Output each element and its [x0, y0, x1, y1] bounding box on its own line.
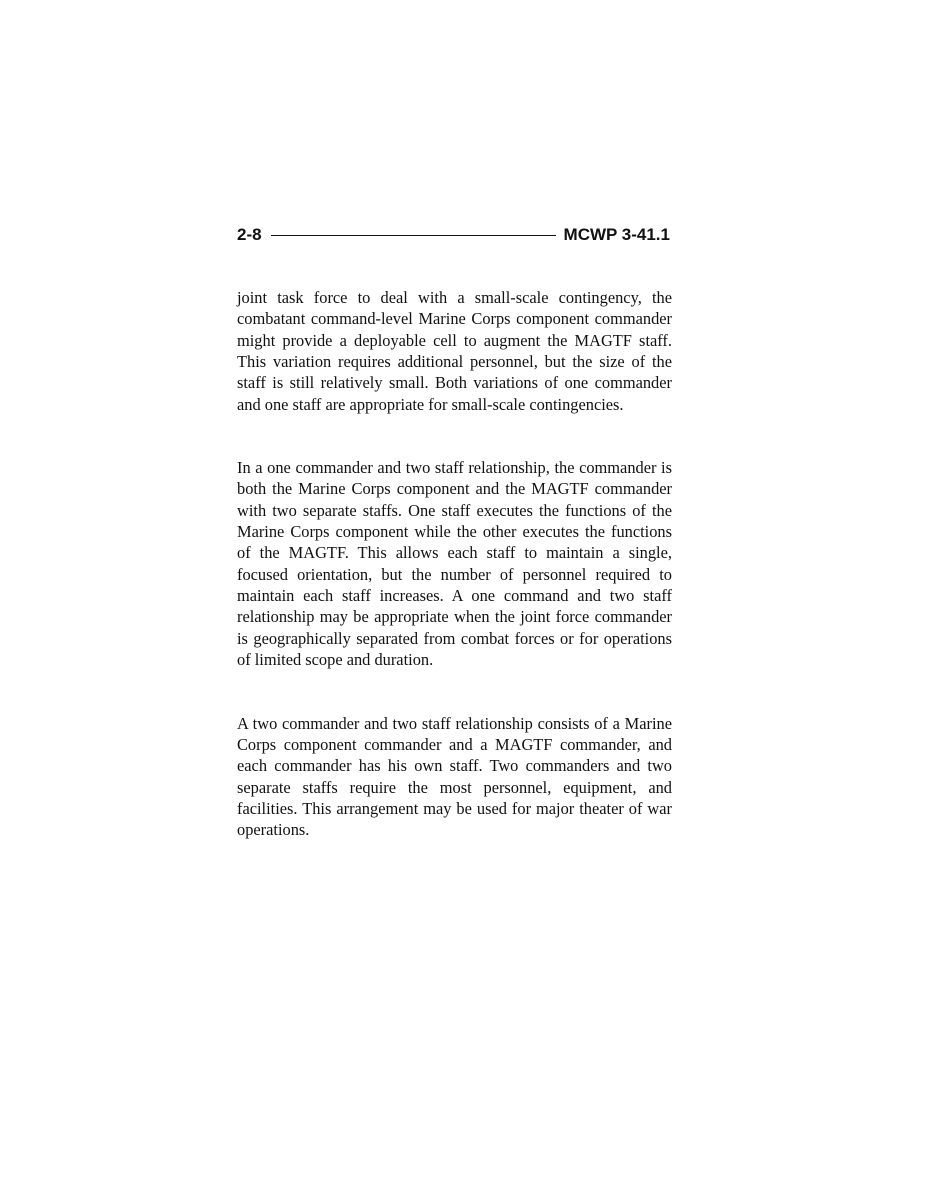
paragraph-3: A two commander and two staff relationship consists of a Marine Corps component commander and a MAGTF commander, and each commander has his own staff. Two commanders and two separate staffs require the most personnel, equipment, and facilities. This arrangement may be used for major theater of war operations.	[237, 713, 672, 840]
body-text	[237, 287, 672, 841]
paragraph-1: joint task force to deal with a small-scale contingency, the combatant command-level Marine Corps component commander might provide a deployable cell to augment the MAGTF staff. This variation requires additional personnel, but the size of the staff is still relatively small. Both variations of one commander and one staff are appropriate for small-scale contingencies.	[237, 288, 672, 414]
publication-title: MCWP 3-41.1	[563, 225, 670, 244]
page-header	[237, 224, 670, 246]
header-rule	[271, 235, 556, 236]
paragraph-2: In a one commander and two staff relationship, the commander is both the Marine Corps component and the MAGTF commander with two separate staffs. One staff executes the functions of the Marine Corps component while the other executes the functions of the MAGTF. This allows each staff to maintain a single, focused orientation, but the number of personnel required to maintain each staff increases. A one command and two staff relationship may be appropriate when the joint force commander is geographically separated from combat forces or for operations of limited scope and duration.	[237, 458, 672, 670]
page-number: 2-8	[237, 225, 262, 244]
